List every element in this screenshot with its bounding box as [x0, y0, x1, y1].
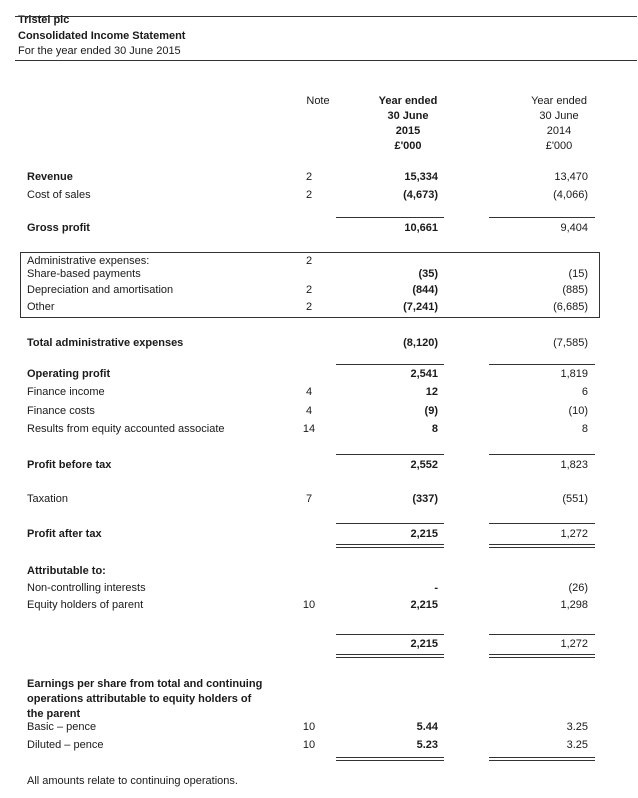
rule-eps-double-b-2015 — [336, 760, 444, 761]
cost-of-sales-label: Cost of sales — [27, 189, 91, 201]
rule-operating-2014 — [489, 364, 595, 365]
rule-gross-2014 — [489, 217, 595, 218]
other-2015: (7,241) — [403, 301, 438, 313]
profit-before-tax-label: Profit before tax — [27, 459, 112, 471]
other-note: 2 — [305, 301, 313, 313]
associate-note: 14 — [302, 423, 316, 435]
finance-income-2015: 12 — [425, 386, 438, 398]
rule-attr-double-a-2014 — [489, 654, 595, 655]
rule-pat-top-2015 — [336, 523, 444, 524]
finance-costs-2014: (10) — [568, 405, 588, 417]
operating-profit-2014: 1,819 — [560, 368, 588, 380]
gross-profit-2014: 9,404 — [560, 222, 588, 234]
rule-attr-double-b-2015 — [336, 657, 444, 658]
admin-expenses-label: Administrative expenses: — [27, 255, 150, 267]
revenue-2014: 13,470 — [554, 171, 588, 183]
rule-gross-2015 — [336, 217, 444, 218]
finance-income-2014: 6 — [581, 386, 588, 398]
profit-after-tax-2014: 1,272 — [560, 528, 588, 540]
nci-label: Non-controlling interests — [27, 582, 146, 594]
admin-expenses-note: 2 — [305, 255, 313, 267]
company-name: Tristel plc — [18, 14, 70, 26]
depreciation-note: 2 — [305, 284, 313, 296]
taxation-note: 7 — [305, 493, 313, 505]
revenue-note: 2 — [305, 171, 313, 183]
diluted-eps-2014: 3.25 — [566, 739, 588, 751]
column-heading-2015: Year ended 30 June 2015 £'000 — [378, 95, 438, 152]
revenue-2015: 15,334 — [404, 171, 438, 183]
associate-2014: 8 — [581, 423, 588, 435]
attributable-label: Attributable to: — [27, 565, 106, 577]
column-heading-2014: Year ended 30 June 2014 £'000 — [531, 95, 587, 152]
rule-pat-double-b-2014 — [489, 547, 595, 548]
nci-2015: - — [434, 582, 438, 594]
finance-costs-2015: (9) — [424, 405, 438, 417]
share-based-2014: (15) — [568, 268, 588, 280]
rule-pat-double-a-2015 — [336, 544, 444, 545]
gross-profit-label: Gross profit — [27, 222, 90, 234]
finance-costs-label: Finance costs — [27, 405, 95, 417]
rule-pat-double-b-2015 — [336, 547, 444, 548]
equity-holders-2014: 1,298 — [560, 599, 588, 611]
finance-income-note: 4 — [305, 386, 313, 398]
rule-attr-double-a-2015 — [336, 654, 444, 655]
cost-of-sales-note: 2 — [305, 189, 313, 201]
note-column-heading: Note — [306, 95, 330, 107]
gross-profit-2015: 10,661 — [404, 222, 438, 234]
rule-attr-double-b-2014 — [489, 657, 595, 658]
attr-total-2014: 1,272 — [560, 638, 588, 650]
diluted-eps-note: 10 — [302, 739, 316, 751]
equity-holders-note: 10 — [302, 599, 316, 611]
profit-before-tax-2014: 1,823 — [560, 459, 588, 471]
rule-admin-top-2015 — [336, 252, 444, 253]
eps-heading: Earnings per share from total and continuing operations attributable to equity holders of the parent — [27, 678, 263, 720]
cost-of-sales-2015: (4,673) — [403, 189, 438, 201]
basic-eps-label: Basic – pence — [27, 721, 97, 733]
rule-operating-2015 — [336, 364, 444, 365]
profit-after-tax-2015: 2,215 — [410, 528, 438, 540]
header-bottom-rule — [15, 60, 637, 61]
revenue-label: Revenue — [27, 171, 73, 183]
taxation-2015: (337) — [412, 493, 438, 505]
equity-holders-label: Equity holders of parent — [27, 599, 144, 611]
rule-eps-double-b-2014 — [489, 760, 595, 761]
associate-label: Results from equity accounted associate — [27, 423, 225, 435]
share-based-label: Share-based payments — [27, 268, 141, 280]
basic-eps-2014: 3.25 — [566, 721, 588, 733]
total-admin-2014: (7,585) — [553, 337, 588, 349]
depreciation-2015: (844) — [412, 284, 438, 296]
taxation-label: Taxation — [27, 493, 68, 505]
finance-costs-note: 4 — [305, 405, 313, 417]
rule-pat-top-2014 — [489, 523, 595, 524]
statement-title: Consolidated Income Statement — [18, 30, 186, 42]
profit-before-tax-2015: 2,552 — [410, 459, 438, 471]
depreciation-2014: (885) — [562, 284, 588, 296]
nci-2014: (26) — [568, 582, 588, 594]
share-based-2015: (35) — [418, 268, 438, 280]
rule-eps-double-a-2014 — [489, 757, 595, 758]
operating-profit-label: Operating profit — [27, 368, 111, 380]
rule-attr-top-2014 — [489, 634, 595, 635]
diluted-eps-2015: 5.23 — [416, 739, 438, 751]
footer-note: All amounts relate to continuing operations. — [27, 775, 238, 787]
attr-total-2015: 2,215 — [410, 638, 438, 650]
profit-after-tax-label: Profit after tax — [27, 528, 102, 540]
header-top-rule — [15, 16, 637, 17]
depreciation-label: Depreciation and amortisation — [27, 284, 174, 296]
basic-eps-2015: 5.44 — [416, 721, 438, 733]
diluted-eps-label: Diluted – pence — [27, 739, 104, 751]
finance-income-label: Finance income — [27, 386, 105, 398]
equity-holders-2015: 2,215 — [410, 599, 438, 611]
associate-2015: 8 — [431, 423, 438, 435]
total-admin-2015: (8,120) — [403, 337, 438, 349]
operating-profit-2015: 2,541 — [410, 368, 438, 380]
basic-eps-note: 10 — [302, 721, 316, 733]
statement-period: For the year ended 30 June 2015 — [18, 45, 181, 57]
rule-attr-top-2015 — [336, 634, 444, 635]
rule-pbt-2015 — [336, 454, 444, 455]
cost-of-sales-2014: (4,066) — [553, 189, 588, 201]
taxation-2014: (551) — [562, 493, 588, 505]
total-admin-label: Total administrative expenses — [27, 337, 184, 349]
rule-pbt-2014 — [489, 454, 595, 455]
rule-eps-double-a-2015 — [336, 757, 444, 758]
other-2014: (6,685) — [553, 301, 588, 313]
rule-pat-double-a-2014 — [489, 544, 595, 545]
other-label: Other — [27, 301, 55, 313]
